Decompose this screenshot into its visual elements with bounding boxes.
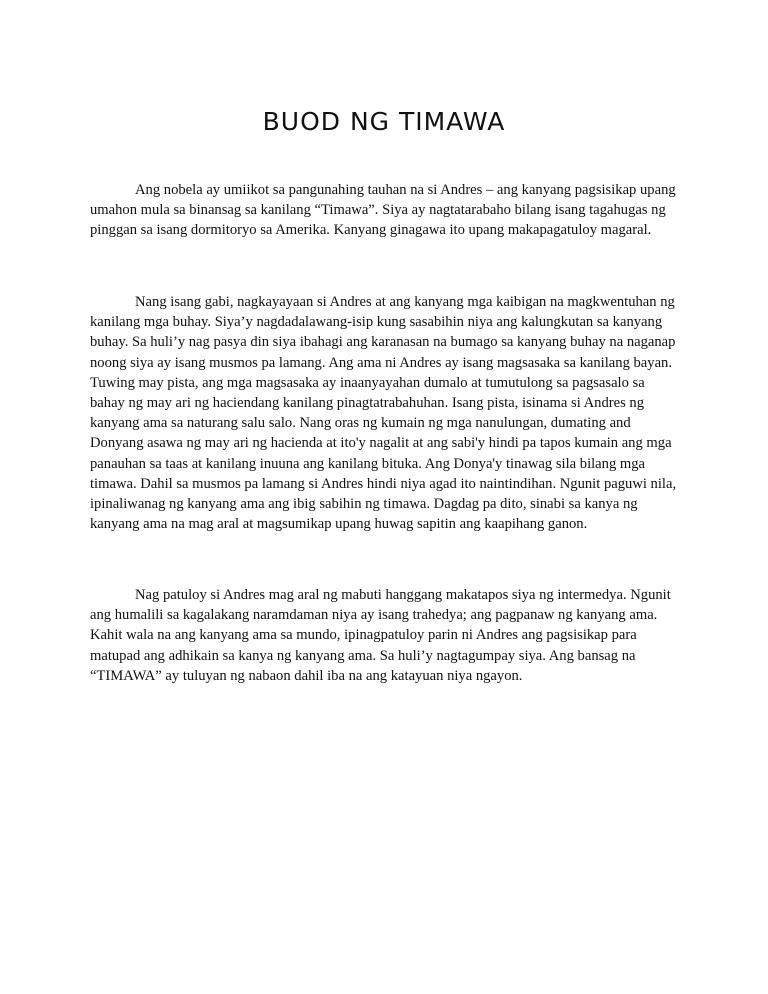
paragraph-1: Ang nobela ay umiikot sa pangunahing tauhan na si Andres – ang kanyang pagsisikap upang umahon mula sa binansag sa kanilang “Timawa”. Siya ay nagtatarabaho bilang isang tagahugas ng pinggan sa isang dormitoryo sa Amerika. Kanyang ginagawa ito upang makapagatuloy magaral. xyxy=(90,182,676,239)
paragraph-2: Nang isang gabi, nagkayayaan si Andres at ang kanyang mga kaibigan na magkwentuhan ng kanilang mga buhay. Siya’y nagdadalawang-isip kung sasabihin niya ang kalungkutan sa kanyang buhay. Sa huli’y nag pasya din siya ibahagi ang karanasan na bumago sa kanyang buhay na naganap noong siya ay isang musmos pa lamang. Ang ama ni Andres ay isang magsasaka sa kanilang bayan. Tuwing may pista, ang mga magsasaka ay inaanyayahan dumalo at tumutulong sa pagsasalo sa bahay ng may ari ng haciendang kanilang pinagtatrabahuhan. Isang pista, isinama si Andres ng kanyang ama sa naturang salu salo. Nang oras ng kumain ng mga nanulungan, dumating and Donyang asawa ng may ari ng hacienda at ito'y nagalit at ang sabi'y hindi pa tapos kumain ang mga panauhan sa taas at kanilang inuuna ang kanilang bituka. Ang Donya'y tinawag sila bilang mga timawa. Dahil sa musmos pa lamang si Andres hindi niya agad ito naintindihan. Ngunit paguwi nila, ipinaliwanag ng kanyang ama ang ibig sabihin ng timawa. Dagdag pa dito, sinabi sa kanya ng kanyang ama na mag aral at magsumikap upang huwag sapitin ang kaapihang ganon. xyxy=(90,294,677,533)
paragraph-3: Nag patuloy si Andres mag aral ng mabuti hanggang makatapos siya ng intermedya. Ngunit ang humalili sa kagalakang naramdaman niya ay isang trahedya; ang pagpanaw ng kanyang ama. Kahit wala na ang kanyang ama sa mundo, ipinagpatuloy parin ni Andres ang pagsisikap para matupad ang adhikain sa kanya ng kanyang ama. Sa huli’y nagtagumpay siya. Ang bansag na “TIMAWA” ay tuluyan ng nabaon dahil iba na ang katayuan niya ngayon. xyxy=(90,587,671,684)
page-title: BUOD NG TIMAWA xyxy=(262,107,506,136)
